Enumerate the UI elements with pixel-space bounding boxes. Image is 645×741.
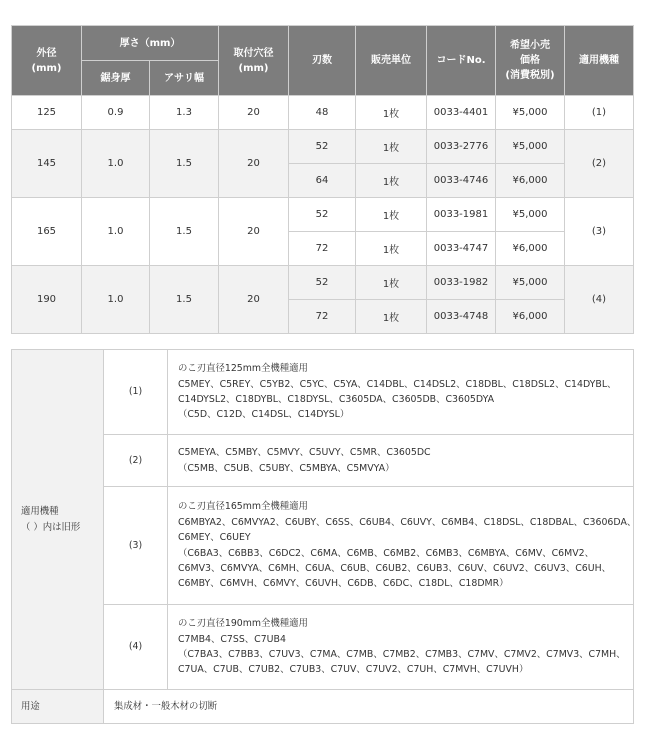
models-table <box>11 349 637 724</box>
model-group-number: (2) <box>104 435 168 487</box>
tooth-width-cell: 1.5 <box>150 266 219 334</box>
code-cell: 0033-4747 <box>427 232 496 266</box>
code-cell: 0033-4748 <box>427 300 496 334</box>
model-ref-cell: (4) <box>565 266 634 334</box>
diameter-cell: 190 <box>12 266 82 334</box>
code-cell: 0033-1981 <box>427 198 496 232</box>
tooth-width-cell: 1.5 <box>150 198 219 266</box>
model-group-number: (4) <box>104 605 168 690</box>
header-body-thickness: 鋸身厚 <box>82 61 150 96</box>
mount-hole-cell: 20 <box>219 130 289 198</box>
sales-unit-cell: 1枚 <box>356 300 427 334</box>
teeth-cell: 52 <box>289 266 356 300</box>
header-models: 適用機種 <box>565 26 634 96</box>
code-cell: 0033-4401 <box>427 96 496 130</box>
model-ref-cell: (1) <box>565 96 634 130</box>
table-row <box>12 266 634 300</box>
spec-table <box>11 25 634 334</box>
sales-unit-cell: 1枚 <box>356 232 427 266</box>
body-thickness-cell: 0.9 <box>82 96 150 130</box>
teeth-cell: 64 <box>289 164 356 198</box>
model-list: のこ刃直径125mm全機種適用 C5MEY、C5REY、C5YB2、C5YC、C5YA、C14DBL、C14DSL2、C18DBL、C18DSL2、C14DYBL、 C14DYSL2、C18DYBL、C18DYSL、C3605DA、C3605DB、C3605DYA （C5D、C12D、C14DSL、C14DYSL） <box>168 350 634 435</box>
price-cell: ¥6,000 <box>496 164 565 198</box>
header-sales-unit: 販売単位 <box>356 26 427 96</box>
teeth-cell: 48 <box>289 96 356 130</box>
header-thickness: 厚さ（mm） <box>82 26 219 61</box>
mount-hole-cell: 20 <box>219 96 289 130</box>
price-cell: ¥5,000 <box>496 198 565 232</box>
table-row <box>12 130 634 164</box>
model-group-number: (1) <box>104 350 168 435</box>
mount-hole-cell: 20 <box>219 266 289 334</box>
sales-unit-cell: 1枚 <box>356 130 427 164</box>
price-cell: ¥5,000 <box>496 266 565 300</box>
table-row <box>12 350 634 435</box>
code-cell: 0033-1982 <box>427 266 496 300</box>
code-cell: 0033-4746 <box>427 164 496 198</box>
price-cell: ¥6,000 <box>496 232 565 266</box>
body-thickness-cell: 1.0 <box>82 130 150 198</box>
sales-unit-cell: 1枚 <box>356 164 427 198</box>
model-group-number: (3) <box>104 487 168 605</box>
price-cell: ¥5,000 <box>496 96 565 130</box>
header-teeth: 刃数 <box>289 26 356 96</box>
header-code: コードNo. <box>427 26 496 96</box>
table-row <box>12 605 634 690</box>
table-row <box>12 435 634 487</box>
diameter-cell: 165 <box>12 198 82 266</box>
sales-unit-cell: 1枚 <box>356 198 427 232</box>
teeth-cell: 72 <box>289 300 356 334</box>
price-cell: ¥6,000 <box>496 300 565 334</box>
tooth-width-cell: 1.3 <box>150 96 219 130</box>
teeth-cell: 72 <box>289 232 356 266</box>
body-thickness-cell: 1.0 <box>82 198 150 266</box>
price-cell: ¥5,000 <box>496 130 565 164</box>
body-thickness-cell: 1.0 <box>82 266 150 334</box>
models-section-label: 適用機種 （ ）内は旧形 <box>12 350 104 690</box>
diameter-cell: 145 <box>12 130 82 198</box>
tooth-width-cell: 1.5 <box>150 130 219 198</box>
table-row <box>12 96 634 130</box>
model-list: C5MEYA、C5MBY、C5MVY、C5UVY、C5MR、C3605DC （C5MB、C5UB、C5UBY、C5MBYA、C5MVYA） <box>168 435 634 487</box>
model-ref-cell: (3) <box>565 198 634 266</box>
diameter-cell: 125 <box>12 96 82 130</box>
header-tooth-width: アサリ幅 <box>150 61 219 96</box>
table-row <box>12 690 634 724</box>
header-mount-hole: 取付穴径 (mm) <box>219 26 289 96</box>
usage-label: 用途 <box>12 690 104 724</box>
model-ref-cell: (2) <box>565 130 634 198</box>
sales-unit-cell: 1枚 <box>356 266 427 300</box>
mount-hole-cell: 20 <box>219 198 289 266</box>
sales-unit-cell: 1枚 <box>356 96 427 130</box>
code-cell: 0033-2776 <box>427 130 496 164</box>
table-row <box>12 487 634 605</box>
model-list: のこ刃直径165mm全機種適用 C6MBYA2、C6MVYA2、C6UBY、C6SS、C6UB4、C6UVY、C6MB4、C18DSL、C18DBAL、C3606DA、 C6MEY、C6UEY （C6BA3、C6BB3、C6DC2、C6MA、C6MB、C6MB2、C6MB3、C6MBYA、C6MV、C6MV2、 C6MV3、C6MVYA、C6MH、C6UA、C6UB、C6UB2、C6UB3、C6UV、C6UV2、C6UV3、C6UH、 C6MBY、C6MVH、C6MVY、C6UVH、C6DB、C6DC、C18DL、C18DMR） <box>168 487 634 605</box>
header-price: 希望小売 価格 (消費税別) <box>496 26 565 96</box>
teeth-cell: 52 <box>289 198 356 232</box>
usage-value: 集成材・一般木材の切断 <box>104 690 634 724</box>
model-list: のこ刃直径190mm全機種適用 C7MB4、C7SS、C7UB4 （C7BA3、C7BB3、C7UV3、C7MA、C7MB、C7MB2、C7MB3、C7MV、C7MV2、C7MV3、C7MH、 C7UA、C7UB、C7UB2、C7UB3、C7UV、C7UV2、C7UH、C7MVH、C7UVH） <box>168 605 634 690</box>
teeth-cell: 52 <box>289 130 356 164</box>
table-row <box>12 198 634 232</box>
header-outer-diameter: 外径 (mm) <box>12 26 82 96</box>
